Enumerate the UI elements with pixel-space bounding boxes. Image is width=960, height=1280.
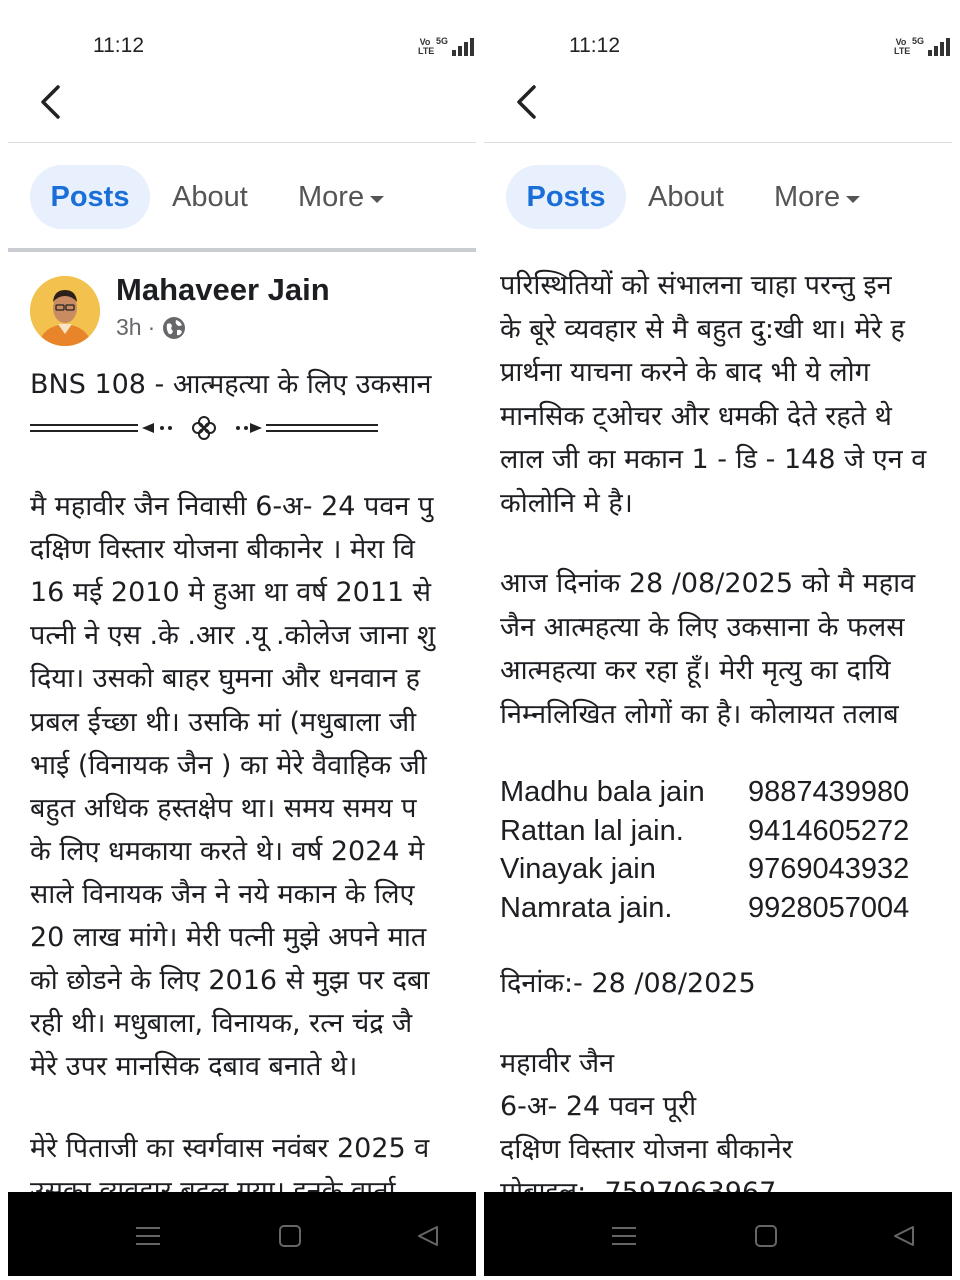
- left-screenshot: [8, 0, 476, 1276]
- back-button[interactable]: [506, 82, 546, 122]
- tab-more[interactable]: [298, 165, 384, 229]
- text-line: को छोडने के लिए 2016 से मुझ पर दबा: [30, 965, 430, 997]
- globe-icon: [161, 315, 187, 341]
- tab-more-label: More: [298, 181, 365, 213]
- text-line: के लिए धमकाया करते थे। वर्ष 2024 मे: [30, 835, 425, 867]
- post-title: BNS 108 - आत्महत्या के लिए उकसान: [30, 369, 432, 400]
- meta-separator: ·: [147, 314, 156, 340]
- text-line: प्रार्थना याचना करने के बाद भी ये लोग: [500, 357, 870, 389]
- nav-menu-icon: [135, 1225, 161, 1247]
- text-line: लाल जी का मकान 1 - डि - 148 जे एन व: [500, 444, 927, 476]
- contact-name: Madhu bala jain: [500, 776, 705, 808]
- system-navbar: [8, 1192, 476, 1276]
- nav-back-button[interactable]: [884, 1216, 924, 1256]
- tab-posts[interactable]: Posts: [506, 165, 626, 229]
- text-line: मेरे पिताजी का स्वर्गवास नवंबर 2025 व: [30, 1133, 430, 1164]
- tabs-divider: [8, 248, 476, 252]
- text-line: 20 लाख मांगे। मेरी पत्नी मुझे अपने मात: [30, 922, 427, 953]
- back-button[interactable]: [30, 82, 70, 122]
- system-navbar: [484, 1192, 952, 1276]
- contact-row: [500, 815, 952, 853]
- tab-more-label: More: [774, 181, 841, 213]
- contact-row: [500, 892, 952, 930]
- contact-phone[interactable]: 9887439980: [748, 776, 910, 808]
- post-meta: [116, 314, 187, 341]
- nav-home-button[interactable]: [270, 1216, 310, 1256]
- back-arrow-icon: [514, 84, 538, 120]
- post-time: 3h: [116, 314, 142, 340]
- network-type: 5G: [911, 36, 924, 46]
- text-line: बहुत अधिक हस्तक्षेप था। समय समय प: [30, 792, 417, 824]
- right-screenshot: [484, 0, 952, 1276]
- text-line: कोलोनि मे है।: [500, 488, 633, 519]
- status-time: 11:12: [569, 34, 620, 57]
- header-divider: [8, 142, 476, 143]
- text-line: दक्षिण विस्तार योजना बीकानेर: [500, 1134, 793, 1165]
- text-line: मानसिक ट्ओचर और धमकी देते रहते थे: [500, 400, 892, 432]
- nav-home-button[interactable]: [746, 1216, 786, 1256]
- header-divider: [484, 142, 952, 143]
- contact-phone[interactable]: 9928057004: [748, 891, 910, 924]
- nav-back-icon: [892, 1224, 916, 1248]
- nav-home-icon: [278, 1224, 302, 1248]
- text-line: निम्नलिखित लोगों का है। कोलायत तलाब: [500, 698, 899, 730]
- network-type: 5G: [435, 36, 448, 46]
- contact-row: [500, 853, 952, 891]
- contact-phone[interactable]: 9414605272: [748, 814, 910, 847]
- caret-down-icon: [846, 196, 860, 203]
- text-line: मै महावीर जैन निवासी 6-अ- 24 पवन पु: [30, 491, 434, 522]
- signal-icon: [928, 38, 950, 56]
- text-line: आज दिनांक 28 /08/2025 को मै महाव: [500, 568, 916, 599]
- text-line: दक्षिण विस्तार योजना बीकानेर । मेरा वि: [30, 534, 415, 566]
- text-line: प्रबल ईच्छा थी। उसकि मां (मधुबाला जी: [30, 706, 417, 738]
- status-icons: [418, 36, 474, 56]
- text-line: जैन आत्महत्या के लिए उकसाना के फलस: [500, 611, 905, 643]
- tab-about[interactable]: About: [648, 181, 724, 213]
- avatar-image: [30, 276, 100, 346]
- status-icons: [894, 36, 950, 56]
- contact-phone[interactable]: 9769043932: [748, 853, 910, 885]
- nav-menu-button[interactable]: [604, 1216, 644, 1256]
- signal-icon: [452, 38, 474, 56]
- nav-back-button[interactable]: [408, 1216, 448, 1256]
- divider-ornament: [30, 414, 380, 444]
- contact-name: Vinayak jain: [500, 853, 656, 885]
- text-line: दिया। उसको बाहर घुमना और धनवान ह: [30, 663, 420, 695]
- back-arrow-icon: [38, 84, 62, 120]
- text-line: परिस्थितियों को संभालना चाहा परन्तु इन: [500, 270, 892, 301]
- text-line: भाई (विनायक जैन ) का मेरे वैवाहिक जी: [30, 749, 427, 781]
- text-line: 6-अ- 24 पवन पूरी: [500, 1091, 697, 1122]
- text-line: 16 मई 2010 मे हुआ था वर्ष 2011 से: [30, 577, 432, 609]
- status-time: 11:12: [93, 34, 144, 57]
- volte-indicator: Vo LTE: [893, 37, 911, 56]
- post-author[interactable]: Mahaveer Jain: [116, 272, 330, 307]
- profile-tabs: [506, 165, 952, 229]
- text-line: महावीर जैन: [500, 1048, 615, 1079]
- text-line: आत्महत्या कर रहा हूँ। मेरी मृत्यु का दायि: [500, 655, 891, 687]
- text-line: मेरे उपर मानसिक दबाव बनाते थे।: [30, 1051, 358, 1083]
- text-line: साले विनायक जैन ने नये मकान के लिए: [30, 878, 415, 910]
- avatar[interactable]: [30, 276, 100, 346]
- contact-name: Namrata jain.: [500, 891, 673, 924]
- nav-menu-icon: [611, 1225, 637, 1247]
- nav-back-icon: [416, 1224, 440, 1248]
- profile-tabs: [30, 165, 476, 229]
- nav-menu-button[interactable]: [128, 1216, 168, 1256]
- tab-more[interactable]: [774, 165, 860, 229]
- tab-about[interactable]: About: [172, 181, 248, 213]
- caret-down-icon: [370, 196, 384, 203]
- contact-row: [500, 776, 952, 814]
- text-line: रही थी। मधुबाला, विनायक, रत्न चंद्र जै: [30, 1008, 413, 1040]
- text-line: के बूरे व्यवहार से मै बहुत दु:खी था। मेरे ह: [500, 313, 905, 345]
- date-line: दिनांक:- 28 /08/2025: [500, 968, 756, 999]
- tab-posts[interactable]: Posts: [30, 165, 150, 229]
- contact-name: Rattan lal jain.: [500, 814, 684, 847]
- nav-home-icon: [754, 1224, 778, 1248]
- volte-indicator: Vo LTE: [417, 37, 435, 56]
- text-line: पत्नी ने एस .के .आर .यू .कोलेज जाना शु: [30, 620, 436, 652]
- panel-separator: [476, 0, 484, 1280]
